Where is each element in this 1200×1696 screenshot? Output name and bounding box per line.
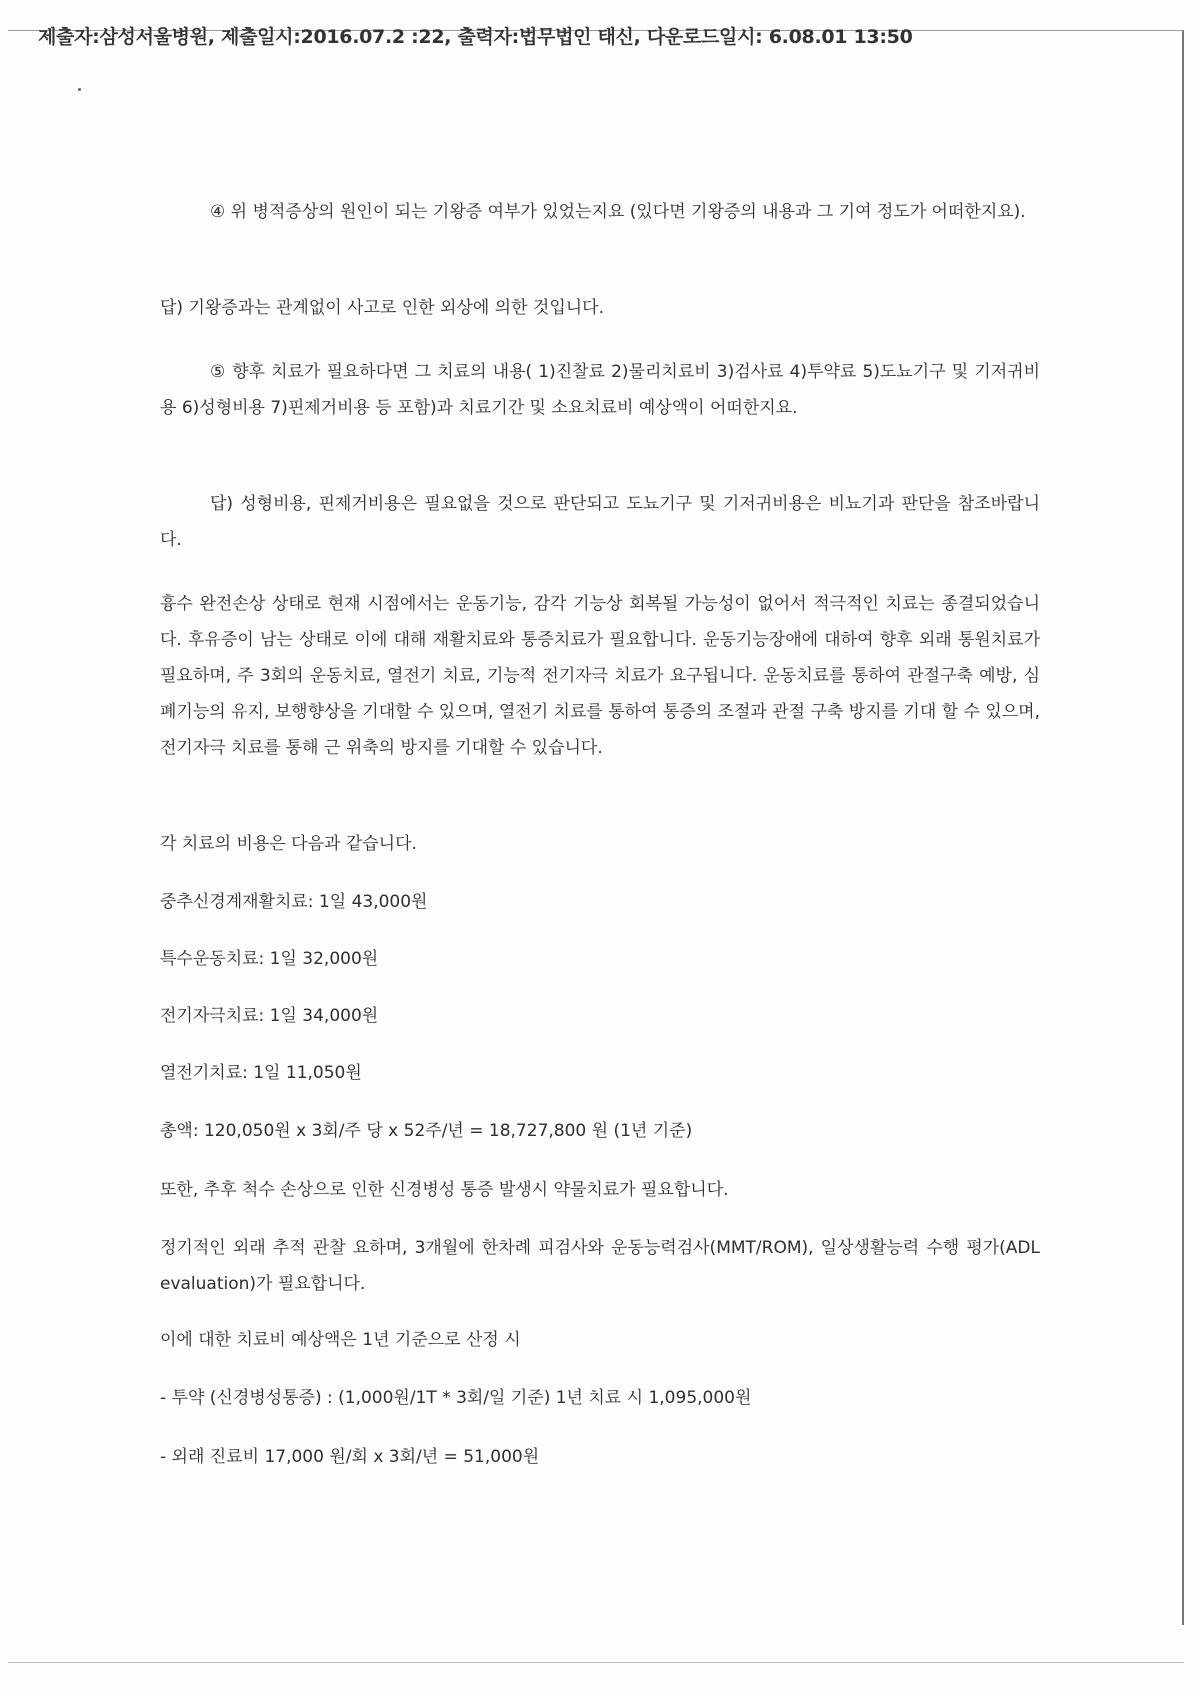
question-4: ④ 위 병적증상의 원인이 되는 기왕증 여부가 있었는지요 (있다면 기왕증의 내용과 그 기여 정도가 어떠한지요). <box>210 202 1026 222</box>
scan-bottom-line <box>8 1662 1184 1663</box>
treatment-paragraph: 흉수 완전손상 상태로 현재 시점에서는 운동기능, 감각 기능상 회복될 가능성이 없어서 적극적인 치료는 종결되었습니다. 후유증이 남는 상태로 이에 대해 재활치료와 통증치료가 필요합니다. 운동기능장애에 대하여 향후 외래 통원치료가 필요하며, 주 3회의 운동치료, 열전기 치료, 기능적 전기자극 치료가 요구됩니다. 운동치료를 통하여 관절구축 예방, 심폐기능의 유지, 보행향상을 기대할 수 있으며, 열전기 치료를 통하여 통증의 조절과 관절 구축 방지를 기대 할 수 있으며, 전기자극 치료를 통해 근 위축의 방지를 기대할 수 있습니다. <box>160 594 1040 758</box>
cost-item-thermo-electric: 열전기치료: 1일 11,050원 <box>160 1063 362 1083</box>
cost-item-electrical-stimulation: 전기자극치료: 1일 34,000원 <box>160 1006 379 1026</box>
answer-4: 답) 기왕증과는 관계없이 사고로 인한 외상에 의한 것입니다. <box>160 298 604 318</box>
cost-intro: 각 치료의 비용은 다음과 같습니다. <box>160 834 417 854</box>
medication-paragraph: 또한, 추후 척수 손상으로 인한 신경병성 통증 발생시 약물치료가 필요합니다. <box>160 1180 729 1200</box>
estimate-intro: 이에 대한 치료비 예상액은 1년 기준으로 산정 시 <box>160 1330 521 1350</box>
cost-item-cns-rehab: 중추신경계재활치료: 1일 43,000원 <box>160 892 428 912</box>
cost-total: 총액: 120,050원 x 3회/주 당 x 52주/년 = 18,727,800 원 (1년 기준) <box>160 1121 693 1141</box>
cost-item-special-exercise: 특수운동치료: 1일 32,000원 <box>160 949 379 969</box>
submission-header: 제출자:삼성서울병원, 제출일시:2016.07.2 :22, 출력자:법무법인 태신, 다운로드일시: 6.08.01 13:50 <box>38 26 913 48</box>
followup-paragraph: 정기적인 외래 추적 관찰 요하며, 3개월에 한차례 피검사와 운동능력검사(MMT/ROM), 일상생활능력 수행 평가(ADL evaluation)가 필요합니다. <box>160 1238 1040 1294</box>
estimate-item-outpatient: - 외래 진료비 17,000 원/회 x 3회/년 = 51,000원 <box>160 1447 540 1467</box>
question-5: ⑤ 향후 치료가 필요하다면 그 치료의 내용( 1)진찰료 2)물리치료비 3)검사료 4)투약료 5)도뇨기구 및 기저귀비용 6)성형비용 7)핀제거비용 등 포함)과 치료기간 및 소요치료비 예상액이 어떠한지요. <box>160 362 1040 418</box>
estimate-item-medication: - 투약 (신경병성통증) : (1,000원/1T * 3회/일 기준) 1년 치료 시 1,095,000원 <box>160 1388 752 1408</box>
answer-5: 답) 성형비용, 핀제거비용은 필요없을 것으로 판단되고 도뇨기구 및 기저귀비용은 비뇨기과 판단을 참조바랍니다. <box>160 494 1040 550</box>
scan-speck <box>78 88 81 91</box>
